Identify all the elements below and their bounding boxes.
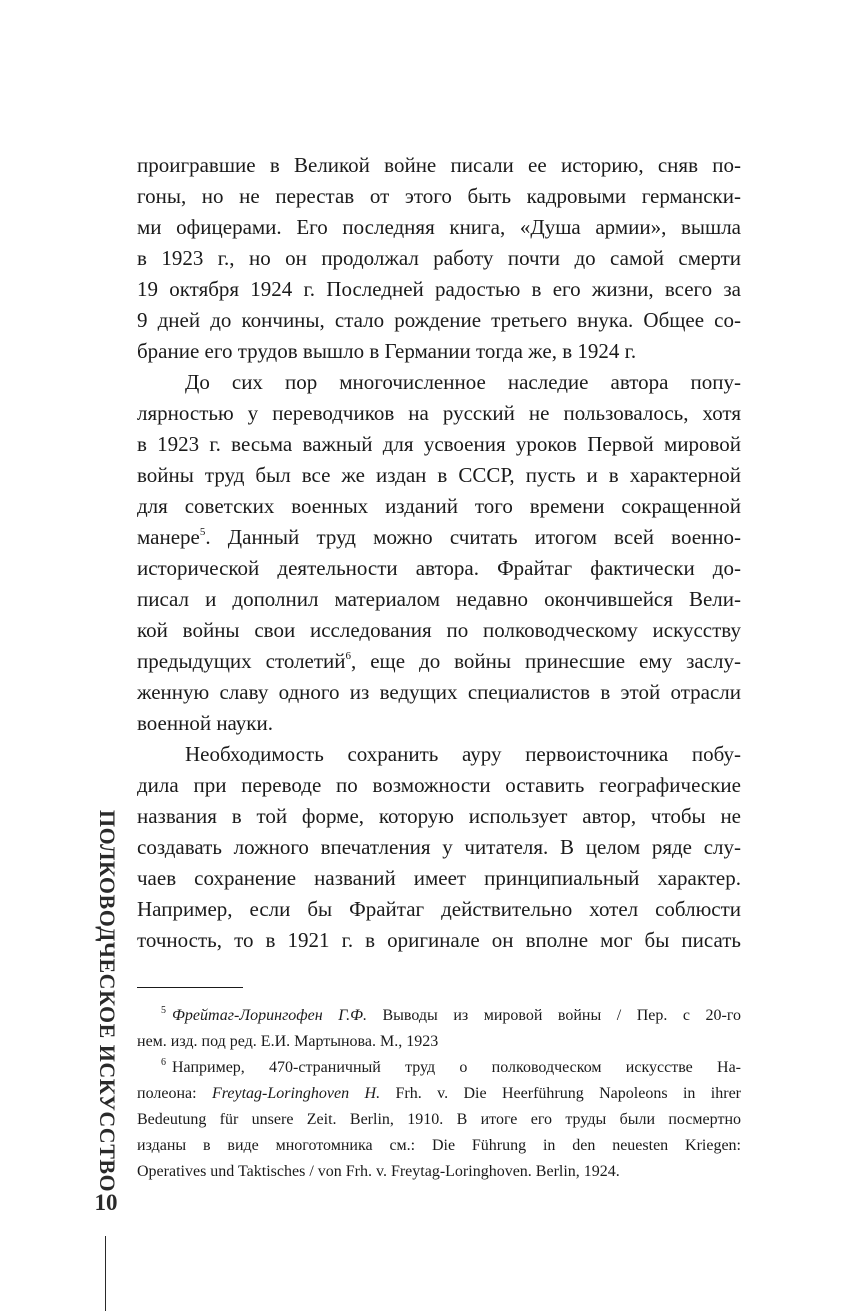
- text-line: проигравшие в Великой войне писали ее историю, сняв по-: [137, 153, 741, 177]
- text-line: названия в той форме, которую использует автор, чтобы не: [137, 804, 741, 828]
- text-segment: Например, 470-страничный труд о полководческом искусстве На-: [172, 1059, 741, 1076]
- text-line: чаев сохранение названий имеет принципиальный характер.: [137, 866, 741, 890]
- footnote-5-line: [137, 1003, 741, 1029]
- text-line: создавать ложного впечатления у читателя. В целом ряде слу-: [137, 835, 741, 859]
- side-rule: [105, 1236, 106, 1311]
- footnote-divider: [137, 987, 243, 988]
- running-title: ПОЛКОВОДЧЕСКОЕ ИСКУССТВО: [95, 810, 120, 1193]
- text-line: кой войны свои исследования по полководческому искусству: [137, 618, 741, 642]
- text-line: До сих пор многочисленное наследие автора попу-: [185, 370, 741, 394]
- text-line: [137, 522, 741, 553]
- text-line: исторической деятельности автора. Фрайтаг фактически до-: [137, 556, 741, 580]
- text-line: войны труд был все же издан в СССР, пусть и в характерной: [137, 463, 741, 487]
- text-segment: , еще до войны принесшие ему заслу-: [351, 649, 741, 673]
- text-line: дила при переводе по возможности оставить географические: [137, 773, 741, 797]
- text-line: точность, то в 1921 г. в оригинале он вполне мог бы писать: [137, 928, 741, 952]
- text-line: женную славу одного из ведущих специалистов в этой отрасли: [137, 680, 741, 704]
- text-segment: . Данный труд можно считать итогом всей военно-: [205, 525, 741, 549]
- footnote-6-line: Bedeutung für unsere Zeit. Berlin, 1910. В итоге его труды были посмертно: [137, 1111, 741, 1128]
- text-line: брание его трудов вышло в Германии тогда же, в 1924 г.: [137, 339, 637, 363]
- footnote-ref-5[interactable]: 5: [199, 526, 206, 538]
- page-number: 10: [94, 1190, 118, 1215]
- text-line: для советских военных изданий того времени сокращенной: [137, 494, 741, 518]
- footnote-author: Freytag-Loringhoven H.: [211, 1085, 381, 1102]
- main-text: [137, 150, 741, 956]
- footnote-6-line: [137, 1055, 741, 1081]
- text-segment: полеона:: [137, 1085, 212, 1102]
- text-line: писал и дополнил материалом недавно окончившейся Вели-: [137, 587, 741, 611]
- text-line: Необходимость сохранить ауру первоисточника побу-: [185, 742, 741, 766]
- footnote-mark: 5: [161, 1005, 166, 1016]
- text-line: военной науки.: [137, 711, 273, 735]
- footnote-author: Фрейтаг-Лорингофен Г.Ф.: [172, 1007, 367, 1024]
- text-line: [137, 646, 741, 677]
- text-line: 19 октября 1924 г. Последней радостью в его жизни, всего за: [137, 277, 741, 301]
- text-segment: Frh. v. Die Heerführung Napoleons in ihrer: [380, 1085, 742, 1102]
- footnote-mark: 6: [161, 1057, 166, 1068]
- text-segment: манере: [137, 525, 200, 549]
- text-line: лярностью у переводчиков на русский не пользовалось, хотя: [137, 401, 741, 425]
- footnote-ref-6[interactable]: 6: [345, 650, 352, 662]
- text-line: Например, если бы Фрайтаг действительно хотел соблюсти: [137, 897, 741, 921]
- text-line: ми офицерами. Его последняя книга, «Душа армии», вышла: [137, 215, 741, 239]
- text-line: 9 дней до кончины, стало рождение третьего внука. Общее со-: [137, 308, 741, 332]
- text-segment: предыдущих столетий: [137, 649, 346, 673]
- text-segment: Выводы из мировой войны / Пер. с 20-го: [366, 1007, 741, 1024]
- footnotes: [137, 1003, 741, 1185]
- text-line: в 1923 г. весьма важный для усвоения уроков Первой мировой: [137, 432, 741, 456]
- footnote-6-line: Operatives und Taktisches / von Frh. v. Freytag-Loringhoven. Berlin, 1924.: [137, 1163, 620, 1180]
- footnote-5-line: нем. изд. под ред. Е.И. Мартынова. М., 1923: [137, 1033, 439, 1050]
- footnote-6-line: изданы в виде многотомника см.: Die Führung in den neuesten Kriegen:: [137, 1137, 741, 1154]
- footnote-6-line: [137, 1081, 741, 1107]
- text-line: гоны, но не перестав от этого быть кадровыми германски-: [137, 184, 741, 208]
- text-line: в 1923 г., но он продолжал работу почти до самой смерти: [137, 246, 741, 270]
